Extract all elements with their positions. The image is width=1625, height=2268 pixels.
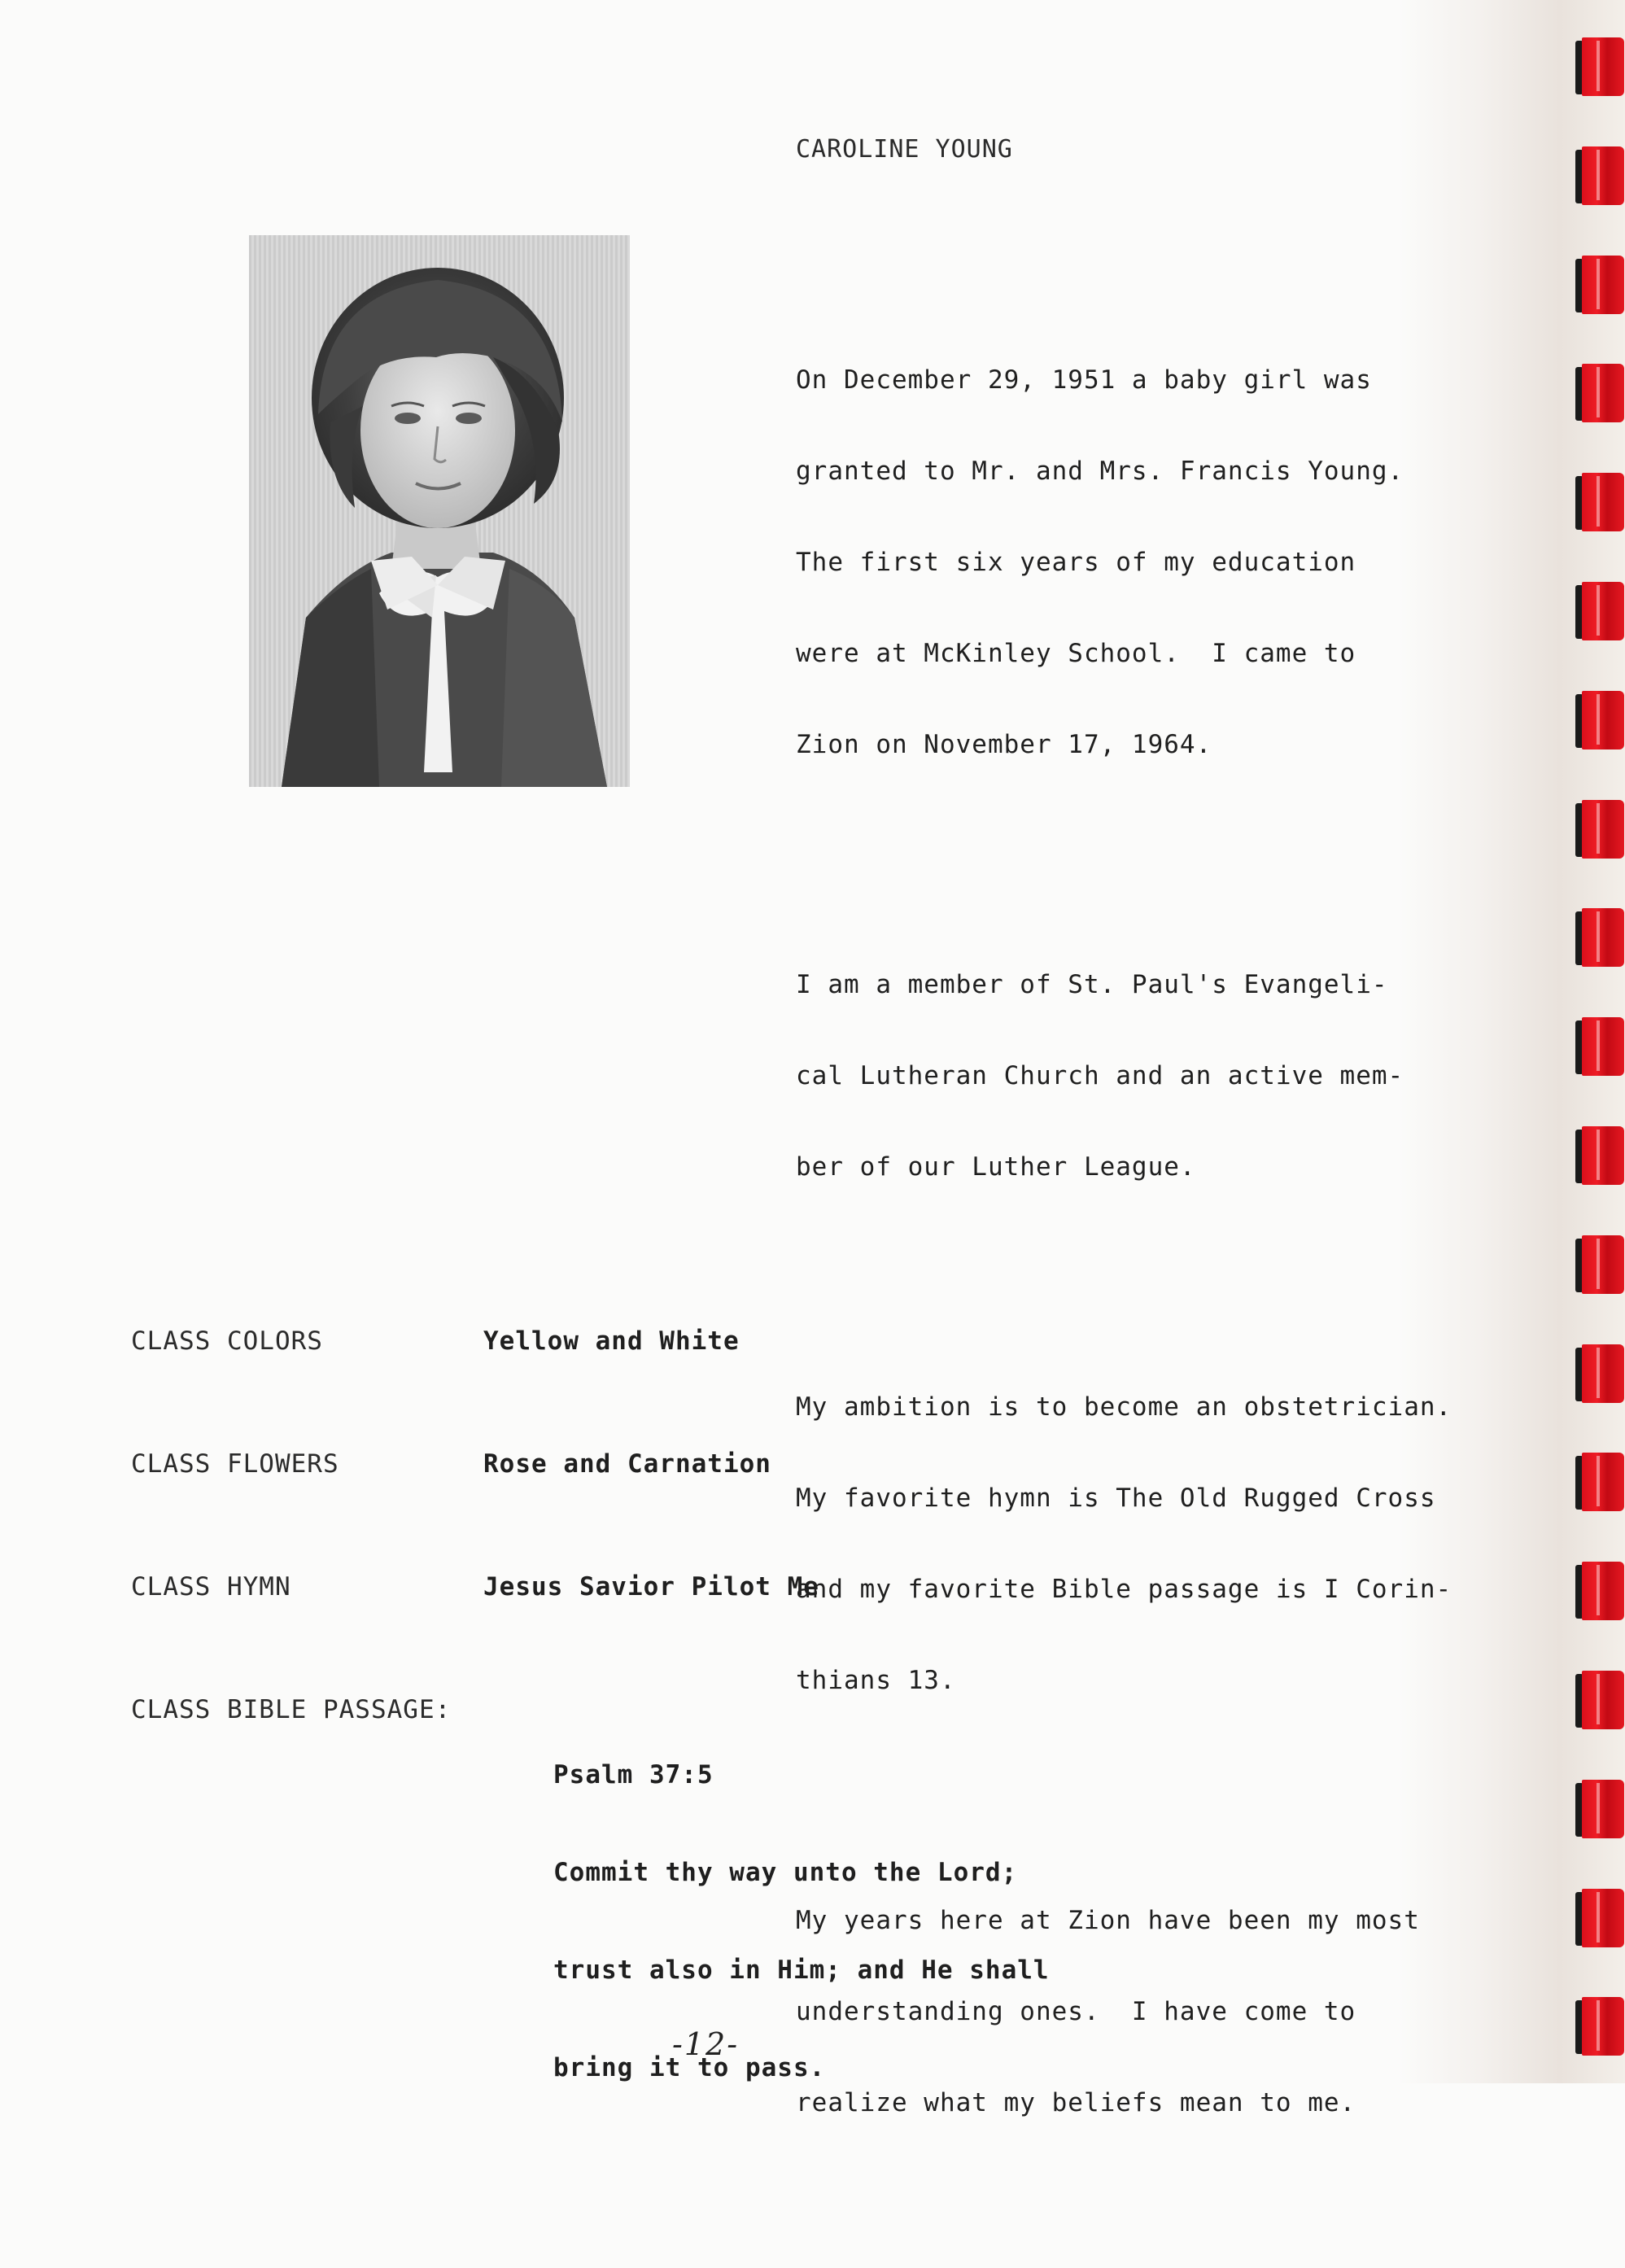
binding-ring [1575, 1780, 1624, 1840]
bio-paragraph-birth [796, 305, 1544, 819]
binding-ring [1575, 1453, 1624, 1513]
bio-line: and my favorite Bible passage is I Corin- [796, 1575, 1452, 1604]
class-colors-row [131, 1325, 1270, 1357]
class-flowers-label: CLASS FLOWERS [131, 1449, 339, 1479]
student-portrait-photo [249, 235, 630, 787]
bio-line: thians 13. [796, 1666, 956, 1695]
binding-ring [1575, 800, 1624, 860]
binding-ring [1575, 582, 1624, 642]
bio-line: cal Lutheran Church and an active mem- [796, 1061, 1404, 1090]
page-number: -12- [672, 2026, 740, 2062]
binding-ring [1575, 908, 1624, 968]
bio-line: My favorite hymn is The Old Rugged Cross [796, 1484, 1436, 1513]
binding-ring [1575, 473, 1624, 533]
binding-ring [1575, 1997, 1624, 2057]
class-flowers-value: Rose and Carnation [483, 1449, 771, 1479]
binding-ring [1575, 1126, 1624, 1186]
class-bible-passage-text [553, 1693, 1050, 2149]
passage-line: bring it to pass. [553, 2053, 826, 2082]
binding-ring [1575, 691, 1624, 751]
bio-line: understanding ones. I have come to [796, 1997, 1356, 2026]
class-colors-value: Yellow and White [483, 1326, 740, 1356]
binding-ring [1575, 364, 1624, 424]
bio-line: My ambition is to become an obstetrician. [796, 1392, 1452, 1422]
binding-ring [1575, 1889, 1624, 1949]
bio-line: The first six years of my education [796, 548, 1356, 577]
class-hymn-row [131, 1571, 1270, 1603]
bio-paragraph-church [796, 910, 1544, 1242]
bio-line: On December 29, 1951 a baby girl was [796, 365, 1372, 395]
class-hymn-value: Jesus Savior Pilot Me [483, 1572, 819, 1602]
bio-line: ber of our Luther League. [796, 1152, 1196, 1182]
binding-ring [1575, 1562, 1624, 1622]
bio-line: granted to Mr. and Mrs. Francis Young. [796, 457, 1404, 486]
binding-ring [1575, 37, 1624, 98]
bio-line: were at McKinley School. I came to [796, 639, 1356, 668]
binding-ring [1575, 1344, 1624, 1405]
student-name: CAROLINE YOUNG [796, 135, 1013, 164]
bio-line: I am a member of St. Paul's Evangeli- [796, 970, 1388, 999]
binding-ring [1575, 146, 1624, 207]
bio-line: Zion on November 17, 1964. [796, 730, 1212, 759]
binding-ring [1575, 1671, 1624, 1731]
passage-line: Psalm 37:5 [553, 1760, 714, 1789]
class-bible-passage-label: CLASS BIBLE PASSAGE: [131, 1695, 452, 1724]
class-flowers-row [131, 1448, 1270, 1480]
class-hymn-label: CLASS HYMN [131, 1572, 291, 1602]
bio-line: My years here at Zion have been my most [796, 1906, 1420, 1935]
binding-ring [1575, 1017, 1624, 1077]
passage-line: trust also in Him; and He shall [553, 1956, 1050, 1985]
passage-line: Commit thy way unto the Lord; [553, 1858, 1018, 1887]
bio-line: realize what my beliefs mean to me. [796, 2088, 1356, 2117]
binding-ring [1575, 256, 1624, 316]
binding-ring [1575, 1235, 1624, 1296]
spiral-binding [1569, 0, 1625, 2083]
class-colors-label: CLASS COLORS [131, 1326, 323, 1356]
